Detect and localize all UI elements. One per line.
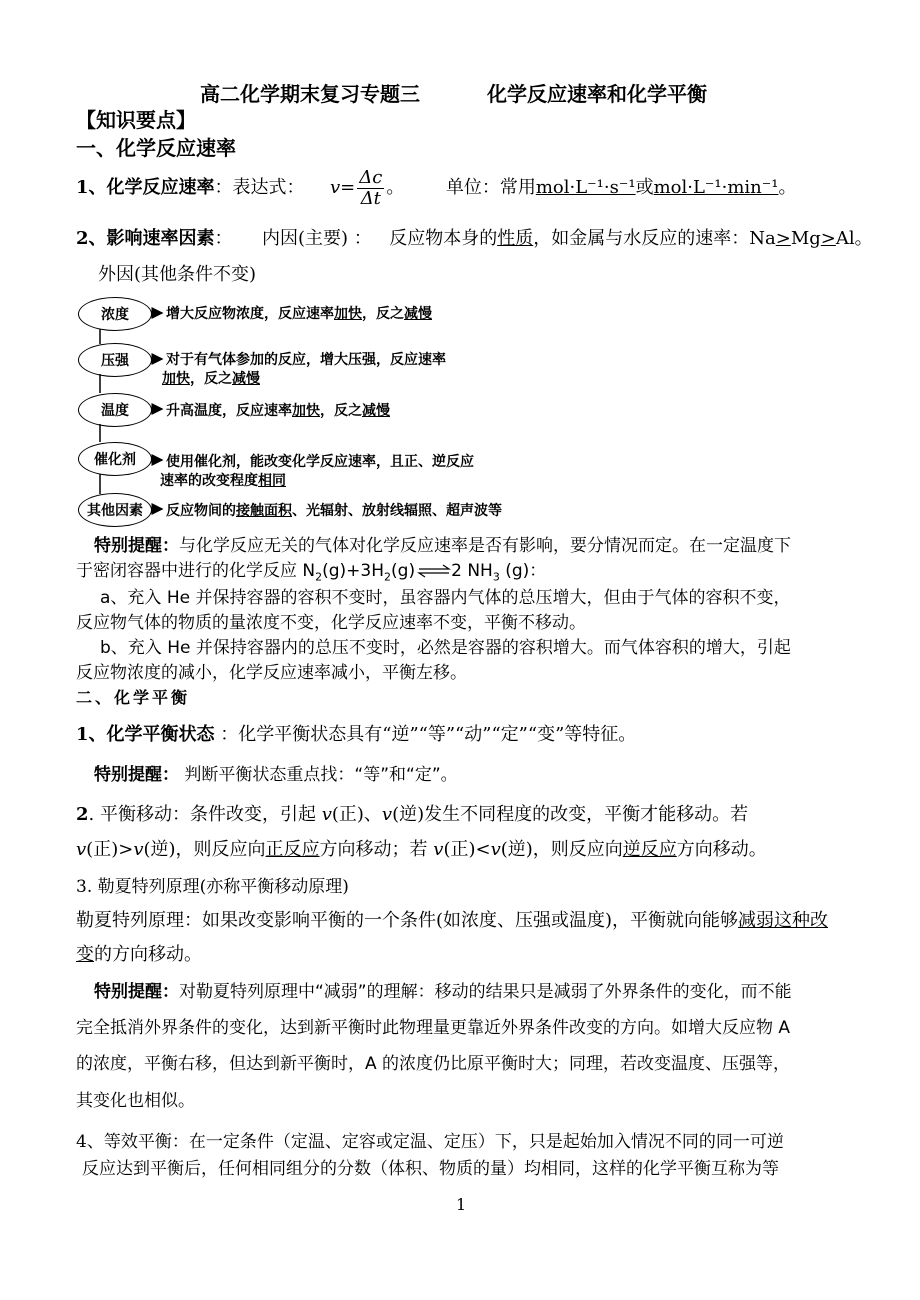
- tip2-label: 特别提醒：: [94, 765, 179, 785]
- tip1-a-line2: 反应物气体的物质的量浓度不变，化学反应速率不变，平衡不移动。: [76, 613, 586, 633]
- tip1-line2: 于密闭容器中进行的化学反应 $N_2(g)+3H_2(g)$ 2 $NH_3$ (g)：: [76, 561, 547, 584]
- inner-text-b: ，如金属与水反应的速率：Na: [533, 228, 776, 249]
- factor-text-temperature: 升高温度，反应速率加快，反之减慢: [166, 403, 390, 419]
- unit-two: mol·L⁻¹·min⁻¹: [653, 177, 779, 198]
- rate-label: 1、化学反应速率: [76, 177, 215, 198]
- equivalent-equilibrium-line2: 反应达到平衡后，任何相同组分的分数（体积、物质的量）均相同，这样的化学平衡互称为等: [82, 1159, 779, 1179]
- tip1-b-line1: b、充入 He 并保持容器内的总压不变时，必然是容器的容积增大。而气体容积的增大，引起: [100, 638, 791, 658]
- gt-one: >: [775, 228, 791, 249]
- fraction-denominator: Δt: [360, 187, 381, 209]
- outer-cause: 外因(其他条件不变): [98, 264, 257, 285]
- tip3-line2: 完全抵消外界条件的变化，达到新平衡时此物理量更靠近外界条件改变的方向。如增大反应物 A: [76, 1018, 791, 1038]
- equilibrium-state-line: 1、化学平衡状态 ：化学平衡状态具有“逆”“等”“动”“定”“变”等特征。: [76, 724, 637, 745]
- factor-text-catalyst-line2: 速率的改变程度相同: [160, 473, 286, 489]
- title-right: 化学反应速率和化学平衡: [487, 82, 707, 106]
- le-chatelier-title: 3. 勒夏特列原理(亦称平衡移动原理): [76, 877, 349, 897]
- tip1-a-line1: a、充入 He 并保持容器的容积不变时，虽容器内气体的总压增大，但由于气体的容积不变，: [100, 588, 791, 608]
- gt-two: >: [820, 228, 836, 249]
- factor-text-concentration: 增大反应物浓度，反应速率加快，反之减慢: [166, 306, 432, 322]
- equilibrium-arrow-icon: [415, 564, 451, 578]
- v-symbol: v: [330, 177, 341, 198]
- shift-line2: v(正)>v(逆)，则反应向正反应方向移动；若 v(正)<v(逆)，则反应向逆反应方向移动。: [76, 839, 767, 860]
- page-number: 1: [456, 1195, 467, 1214]
- knowledge-heading: 【知识要点】: [76, 108, 196, 132]
- factor-text-catalyst-line1: 使用催化剂，能改变化学反应速率，且正、逆反应: [166, 454, 474, 470]
- factor-oval-other: 其他因素: [78, 493, 152, 527]
- fraction-numerator: Δc: [359, 166, 383, 188]
- mg-text: Mg: [790, 228, 821, 249]
- tip1-label: 特别提醒：: [94, 536, 179, 556]
- factor-oval-temperature: 温度: [78, 393, 152, 427]
- tip1-b-line2: 反应物浓度的减小，化学反应速率减小，平衡左移。: [76, 663, 467, 683]
- factor-text-pressure-line2: 加快，反之减慢: [162, 371, 260, 387]
- al-text: Al。: [835, 228, 873, 249]
- tip3-line4: 其变化也相似。: [76, 1091, 195, 1111]
- factor-oval-concentration: 浓度: [78, 297, 152, 331]
- inner-text-property: 性质: [497, 228, 534, 249]
- equivalent-equilibrium-line1: 4、等效平衡：在一定条件（定温、定容或定温、定压）下，只是起始加入情况不同的同一可逆: [76, 1132, 784, 1152]
- factors-colon: ：: [214, 228, 233, 249]
- tip3-line3: 的浓度，平衡右移，但达到新平衡时，A 的浓度仍比原平衡时大；同理，若改变温度、压强等，: [76, 1054, 791, 1074]
- expr-label: ：表达式：: [214, 177, 305, 198]
- shift-line1: 2. 平衡移动：条件改变，引起 v(正)、v(逆)发生不同程度的改变，平衡才能移动。若: [76, 804, 749, 825]
- factor-oval-catalyst: 催化剂: [78, 442, 152, 476]
- le-chatelier-line2: 变的方向移动。: [76, 944, 202, 965]
- tip3-line1: 特别提醒：对勒夏特列原理中“减弱”的理解：移动的结果只是减弱了外界条件的变化，而不能: [94, 982, 792, 1002]
- title-left: 高二化学期末复习专题三: [200, 82, 420, 106]
- factor-oval-pressure: 压强: [78, 343, 152, 377]
- unit-one: mol·L⁻¹·s⁻¹: [535, 177, 636, 198]
- expr-period: 。: [386, 177, 405, 198]
- section1-heading: 一、化学反应速率: [76, 136, 236, 160]
- tip1-line1: 特别提醒：与化学反应无关的气体对化学反应速率是否有影响，要分情况而定。在一定温度下: [94, 536, 791, 556]
- tip2-line: 特别提醒： 判断平衡状态重点找：“等”和“定”。: [94, 765, 458, 785]
- equals: =: [340, 177, 356, 198]
- inner-cause: 内因(主要) ：: [262, 228, 372, 249]
- inner-text-a: 反应物本身的: [389, 228, 498, 249]
- tip3-label: 特别提醒：: [94, 982, 179, 1002]
- factors-label: 2、影响速率因素: [76, 228, 215, 249]
- unit-end: 。: [778, 177, 797, 198]
- unit-label: 单位：常用: [445, 177, 536, 198]
- factor-text-pressure-line1: 对于有气体参加的反应，增大压强，反应速率: [166, 352, 446, 368]
- le-chatelier-line1: 勒夏特列原理：如果改变影响平衡的一个条件(如浓度、压强或温度)，平衡就向能够减弱这种改: [76, 910, 829, 931]
- section2-heading: 二、化学平衡: [76, 688, 191, 707]
- unit-or: 或: [635, 177, 654, 198]
- factor-text-other: 反应物间的接触面积、光辐射、放射线辐照、超声波等: [166, 503, 502, 519]
